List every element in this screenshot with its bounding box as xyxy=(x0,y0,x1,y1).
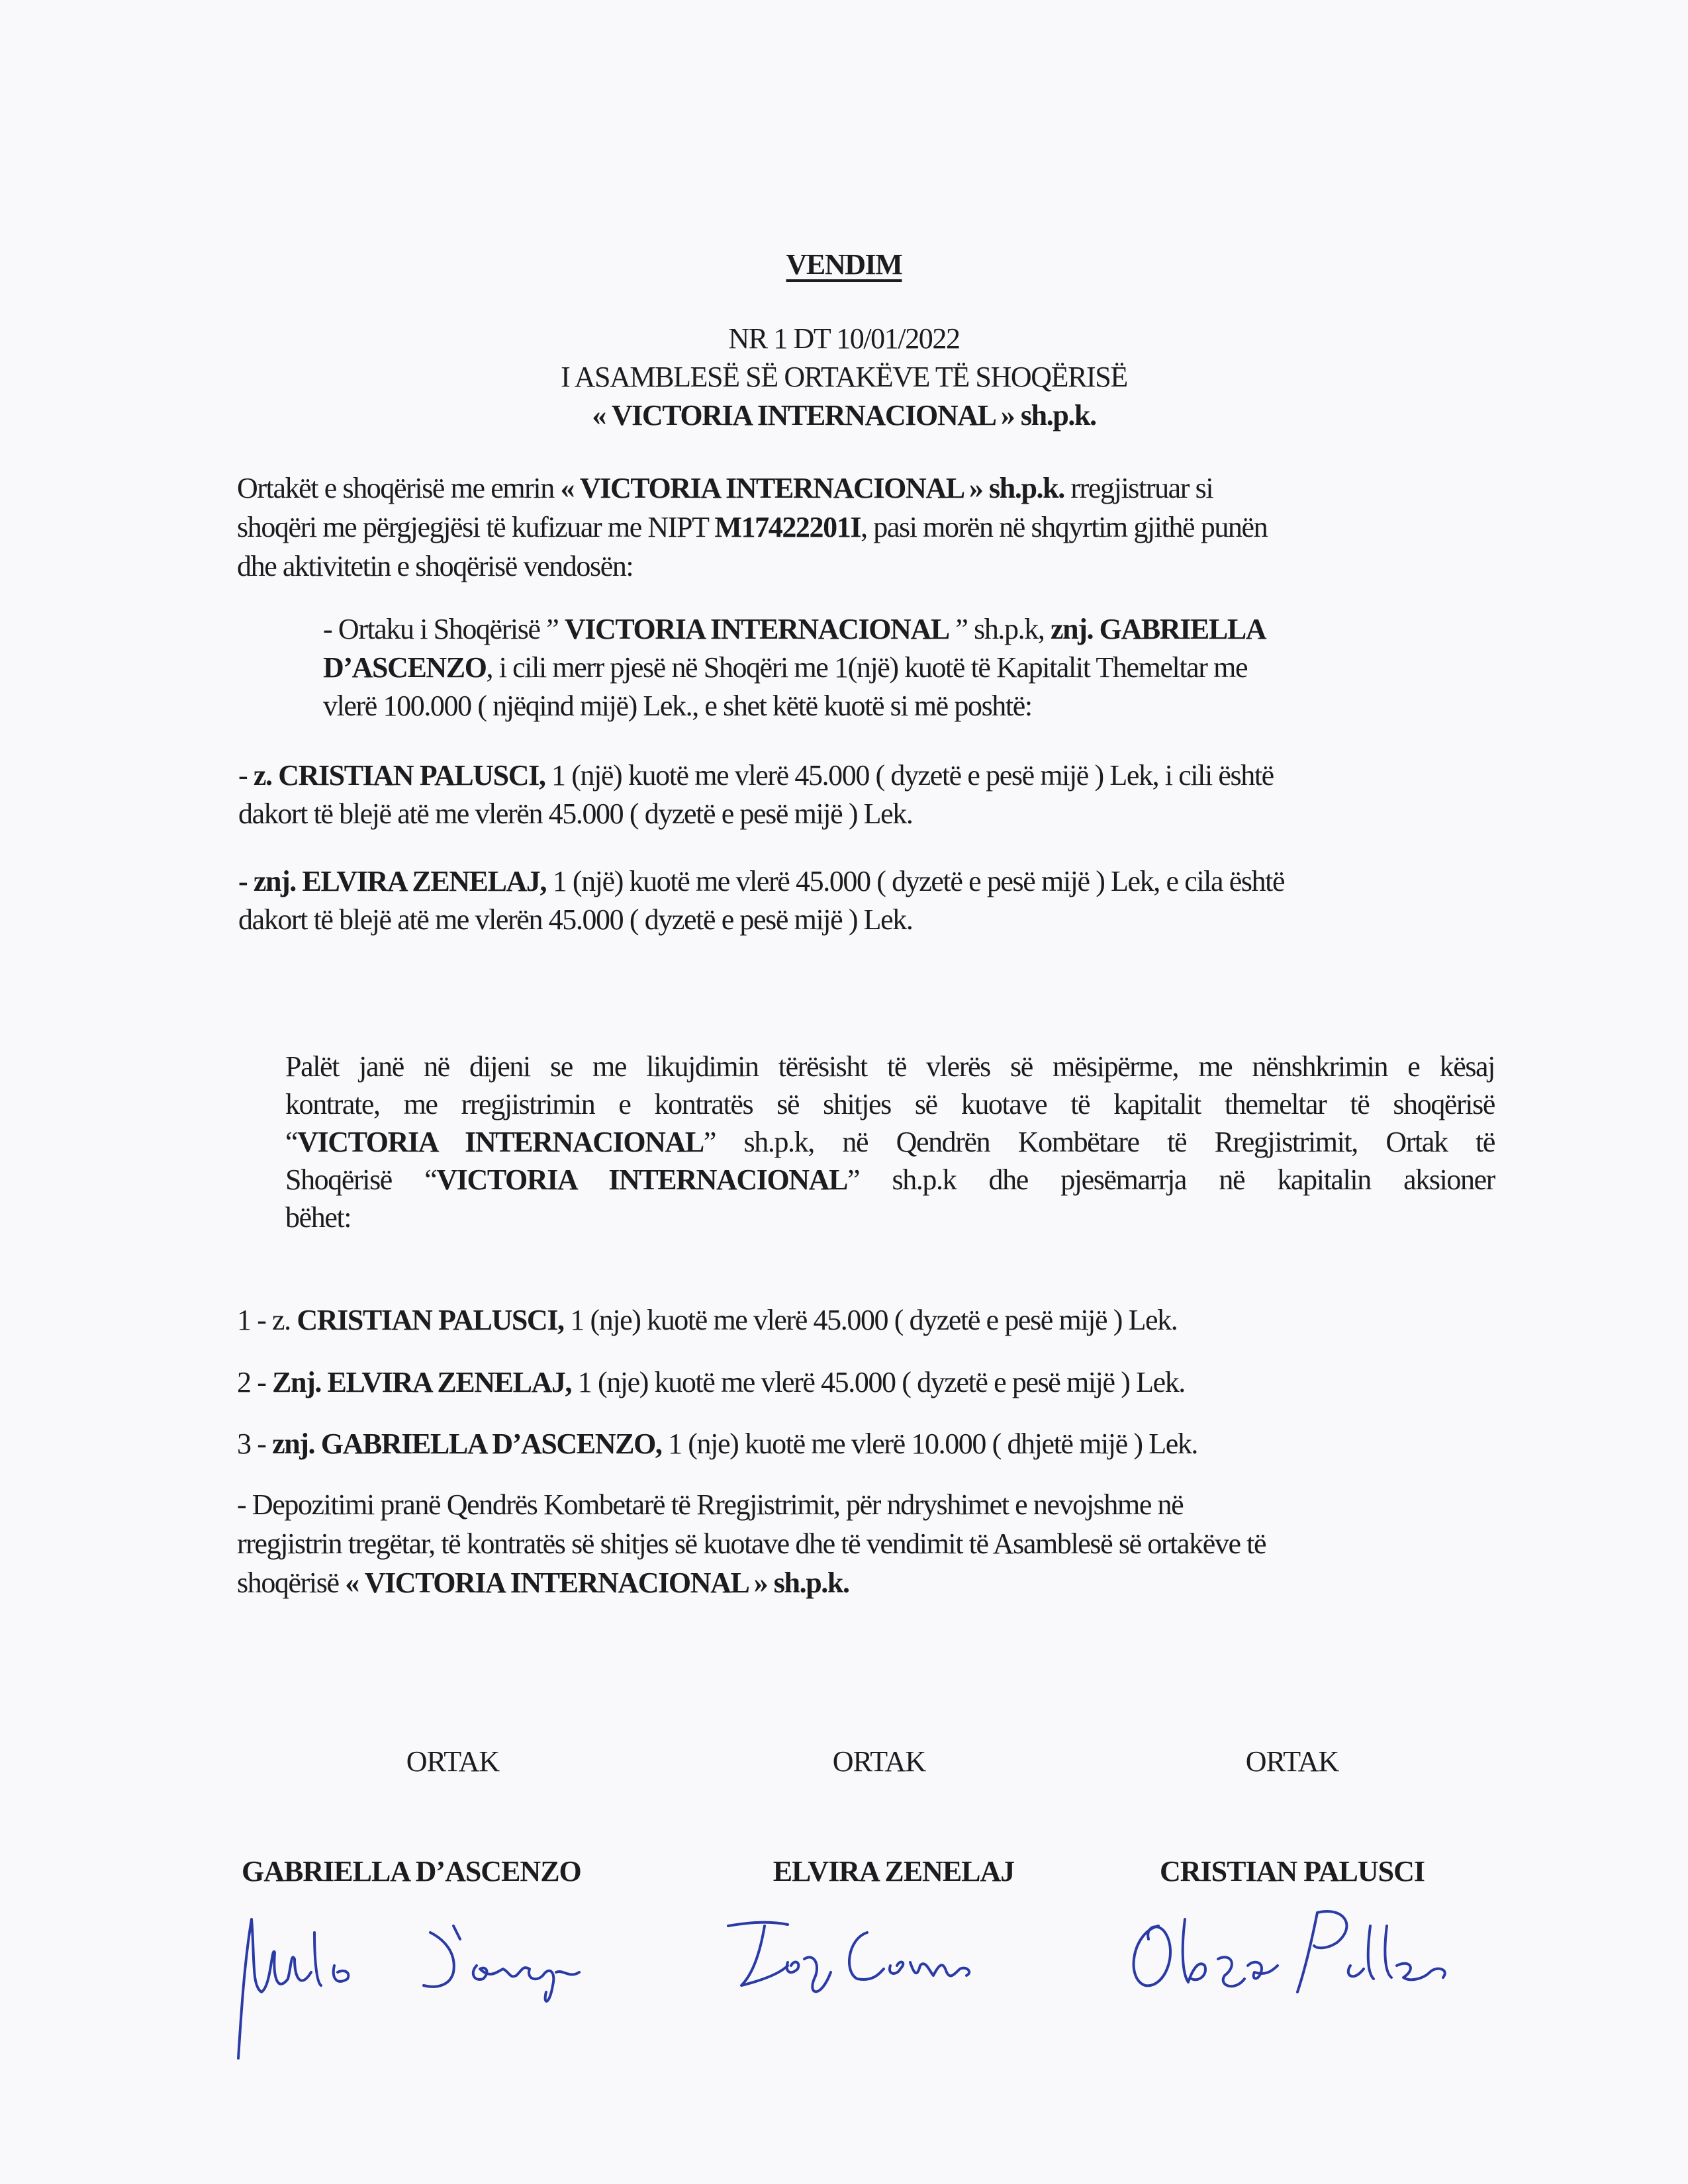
p6-line xyxy=(237,1490,1183,1520)
p3-line xyxy=(238,799,912,829)
text: dakort të blejë atë me vlerën 45.000 ( dyzetë e pesë mijë ) Lek. xyxy=(238,903,913,936)
p5-line xyxy=(285,1052,1495,1081)
p5-line xyxy=(285,1165,1495,1195)
signature-gabriella xyxy=(225,1906,702,2065)
signature-role-2: ORTAK xyxy=(832,1745,926,1778)
p3-line xyxy=(238,761,1274,790)
decision-number-date: NR 1 DT 10/01/2022 xyxy=(728,322,960,355)
list-line xyxy=(237,1306,1177,1335)
text: 1 (një) kuotë me vlerë 45.000 ( dyzetë e pesë mijë ) Lek, e cila është xyxy=(546,865,1285,897)
p4-line xyxy=(238,867,1284,896)
bold-text: « VICTORIA INTERNACIONAL » sh.p.k. xyxy=(560,472,1064,504)
signature-name-3: CRISTIAN PALUSCI xyxy=(1159,1855,1425,1888)
document-title: VENDIM xyxy=(786,248,902,281)
text: 3 - xyxy=(237,1428,273,1460)
p5-line xyxy=(285,1203,351,1232)
text: rregjistrin tregëtar, të kontratës së shitjes së kuotave dhe të vendimit të Asamblesë së ortakëve të xyxy=(237,1527,1266,1560)
text: - Ortaku i Shoqërisë ” xyxy=(323,613,565,645)
p2-line xyxy=(323,692,1032,721)
p1-line xyxy=(237,513,1267,542)
text: ” sh.p.k, xyxy=(949,613,1051,645)
bold-text: « VICTORIA INTERNACIONAL » sh.p.k. xyxy=(345,1567,849,1599)
p6-line xyxy=(237,1529,1266,1559)
bold-text: VICTORIA INTERNACIONAL xyxy=(297,1126,704,1158)
text: - Depozitimi pranë Qendrës Kombetarë të Rregjistrimit, për ndryshimet e nevojshme në xyxy=(237,1488,1184,1521)
text: “ xyxy=(285,1126,298,1158)
text: - xyxy=(238,759,254,792)
bold-text: CRISTIAN PALUSCI, xyxy=(297,1304,564,1336)
p2-line xyxy=(323,653,1247,682)
text: shoqërisë xyxy=(237,1567,346,1599)
bold-text: znj. GABRIELLA D’ASCENZO, xyxy=(272,1428,662,1460)
text: bëhet: xyxy=(285,1201,352,1234)
signature-role-3: ORTAK xyxy=(1245,1745,1339,1778)
bold-text: znj. GABRIELLA xyxy=(1051,613,1266,645)
bold-text: - znj. ELVIRA ZENELAJ, xyxy=(238,865,547,897)
text: 1 - z. xyxy=(237,1304,297,1336)
text: , i cili merr pjesë në Shoqëri me 1(një) kuotë të Kapitalit Themeltar me xyxy=(486,651,1248,684)
signature-name-1: GABRIELLA D’ASCENZO xyxy=(242,1855,581,1888)
p4-line xyxy=(238,905,912,934)
text: 1 (nje) kuotë me vlerë 10.000 ( dhjetë mijë ) Lek. xyxy=(661,1428,1198,1460)
p5-line xyxy=(285,1090,1495,1119)
bold-text: z. CRISTIAN PALUSCI, xyxy=(253,759,545,792)
document-subtitle: I ASAMBLESË SË ORTAKËVE TË SHOQËRISË xyxy=(561,361,1127,393)
list-line xyxy=(237,1430,1197,1459)
text: 2 - xyxy=(237,1366,273,1398)
text: vlerë 100.000 ( njëqind mijë) Lek., e shet këtë kuotë si më poshtë: xyxy=(323,690,1032,722)
text: dhe aktivitetin e shoqërisë vendosën: xyxy=(237,550,633,582)
p5-line xyxy=(285,1128,1495,1157)
text: dakort të blejë atë me vlerën 45.000 ( dyzetë e pesë mijë ) Lek. xyxy=(238,797,913,830)
p1-line xyxy=(237,474,1213,503)
text: rregjistruar si xyxy=(1064,472,1213,504)
text: , pasi morën në shqyrtim gjithë punën xyxy=(861,511,1268,543)
signature-elvira xyxy=(715,1906,1019,2038)
signature-name-2: ELVIRA ZENELAJ xyxy=(773,1855,1015,1888)
text: Ortakët e shoqërisë me emrin xyxy=(237,472,561,504)
p6-line xyxy=(237,1569,849,1598)
bold-text: VICTORIA INTERNACIONAL xyxy=(564,613,949,645)
p1-line xyxy=(237,552,633,581)
bold-text: VICTORIA INTERNACIONAL xyxy=(436,1163,847,1196)
text: 1 (nje) kuotë me vlerë 45.000 ( dyzetë e pesë mijë ) Lek. xyxy=(571,1366,1185,1398)
bold-text: Znj. ELVIRA ZENELAJ, xyxy=(272,1366,572,1398)
text: ” sh.p.k, në Qendrën Kombëtare të Rregjistrimit, Ortak të xyxy=(703,1126,1495,1158)
text: Palët janë në dijeni se me likujdimin tërësisht të vlerës së mësipërme, me nënshkrimin e kësaj xyxy=(285,1050,1495,1083)
p2-line xyxy=(323,615,1266,644)
text: 1 (një) kuotë me vlerë 45.000 ( dyzetë e pesë mijë ) Lek, i cili është xyxy=(545,759,1274,792)
list-line xyxy=(237,1368,1185,1397)
text: 1 (nje) kuotë me vlerë 45.000 ( dyzetë e pesë mijë ) Lek. xyxy=(563,1304,1178,1336)
text: ” sh.p.k dhe pjesëmarrja në kapitalin aksioner xyxy=(847,1163,1495,1196)
bold-text: M17422201I xyxy=(714,511,861,543)
signature-cristian xyxy=(1119,1899,1489,2032)
text: Shoqërisë “ xyxy=(285,1163,437,1196)
text: shoqëri me përgjegjësi të kufizuar me NIPT xyxy=(237,511,715,543)
signature-role-1: ORTAK xyxy=(406,1745,500,1778)
bold-text: D’ASCENZO xyxy=(323,651,487,684)
company-name: « VICTORIA INTERNACIONAL » sh.p.k. xyxy=(592,399,1096,432)
text: kontrate, me rregjistrimin e kontratës së shitjes së kuotave të kapitalit themeltar të shoqërisë xyxy=(285,1088,1495,1120)
